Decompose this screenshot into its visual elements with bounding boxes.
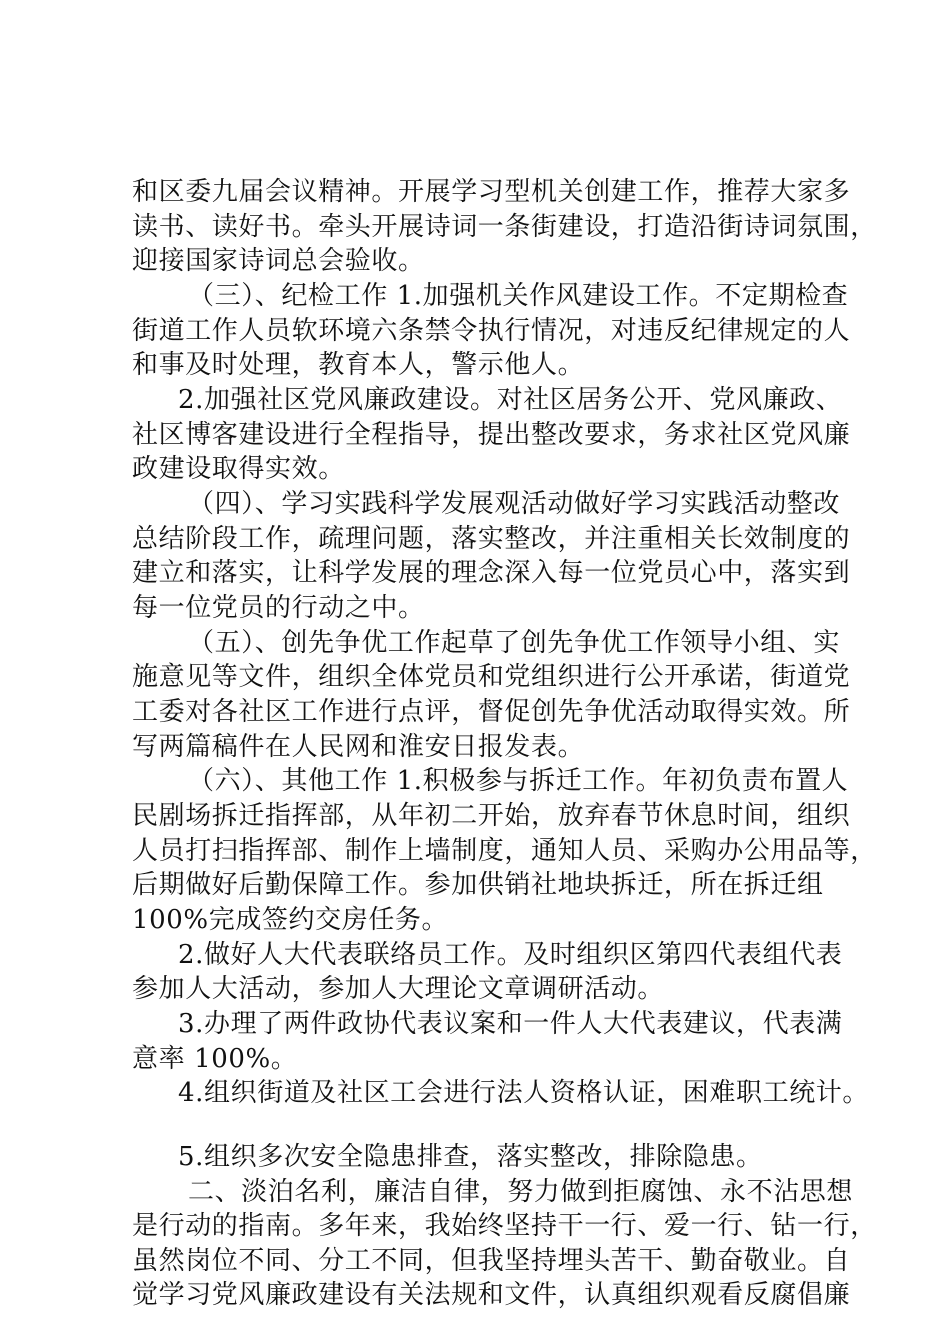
text-line-21: 后期做好后勤保障工作。参加供销社地块拆迁，所在拆迁组 — [132, 870, 824, 900]
text-line-24: 参加人大活动，参加人大理论文章调研活动。 — [132, 974, 665, 1004]
text-line-4: （三）、纪检工作 1.加强机关作风建设工作。不定期检查 — [188, 281, 849, 311]
text-line-13: 每一位党员的行动之中。 — [132, 593, 425, 623]
text-line-11: 总结阶段工作，疏理问题，落实整改，并注重相关长效制度的 — [132, 524, 851, 554]
text-line-12: 建立和落实，让科学发展的理念深入每一位党员心中，落实到 — [132, 558, 851, 588]
text-line-19: 民剧场拆迁指挥部，从年初二开始，放弃春节休息时间，组织 — [132, 801, 851, 831]
text-line-17: 写两篇稿件在人民网和淮安日报发表。 — [132, 732, 585, 762]
text-line-26: 意率 100%。 — [132, 1044, 298, 1074]
text-line-6: 和事及时处理，教育本人，警示他人。 — [132, 350, 585, 380]
text-line-9: 政建设取得实效。 — [132, 454, 345, 484]
text-line-3: 迎接国家诗词总会验收。 — [132, 246, 425, 276]
text-line-22: 100%完成签约交房任务。 — [132, 905, 449, 935]
text-line-20: 人员打扫指挥部、制作上墙制度，通知人员、采购办公用品等， — [132, 836, 877, 866]
text-line-28: 5.组织多次安全隐患排查，落实整改，排除隐患。 — [178, 1142, 763, 1172]
text-line-32: 觉学习党风廉政建设有关法规和文件，认真组织观看反腐倡廉 — [132, 1280, 851, 1310]
text-line-2: 读书、读好书。牵头开展诗词一条街建设，打造沿街诗词氛围， — [132, 212, 877, 242]
text-line-5: 街道工作人员软环境六条禁令执行情况，对违反纪律规定的人 — [132, 316, 851, 346]
text-line-7: 2.加强社区党风廉政建设。对社区居务公开、党风廉政、 — [178, 385, 843, 415]
text-line-16: 工委对各社区工作进行点评，督促创先争优活动取得实效。所 — [132, 697, 851, 727]
text-line-14: （五）、创先争优工作起草了创先争优工作领导小组、实 — [188, 628, 841, 658]
text-line-18: （六）、其他工作 1.积极参与拆迁工作。年初负责布置人 — [188, 766, 849, 796]
text-line-8: 社区博客建设进行全程指导，提出整改要求，务求社区党风廉 — [132, 420, 851, 450]
text-line-27: 4.组织街道及社区工会进行法人资格认证，困难职工统计。 — [178, 1078, 870, 1108]
text-line-25: 3.办理了两件政协代表议案和一件人大代表建议，代表满 — [178, 1009, 843, 1039]
text-line-31: 虽然岗位不同、分工不同，但我坚持埋头苦干、勤奋敬业。自 — [132, 1246, 851, 1276]
text-line-30: 是行动的指南。多年来，我始终坚持干一行、爱一行、钻一行， — [132, 1211, 877, 1241]
text-line-1: 和区委九届会议精神。开展学习型机关创建工作，推荐大家多 — [132, 177, 851, 207]
text-line-15: 施意见等文件，组织全体党员和党组织进行公开承诺，街道党 — [132, 662, 851, 692]
text-line-29: 二、淡泊名利，廉洁自律，努力做到拒腐蚀、永不沾思想 — [188, 1177, 854, 1207]
text-line-10: （四）、学习实践科学发展观活动做好学习实践活动整改 — [188, 489, 841, 519]
text-line-23: 2.做好人大代表联络员工作。及时组织区第四代表组代表 — [178, 940, 843, 970]
